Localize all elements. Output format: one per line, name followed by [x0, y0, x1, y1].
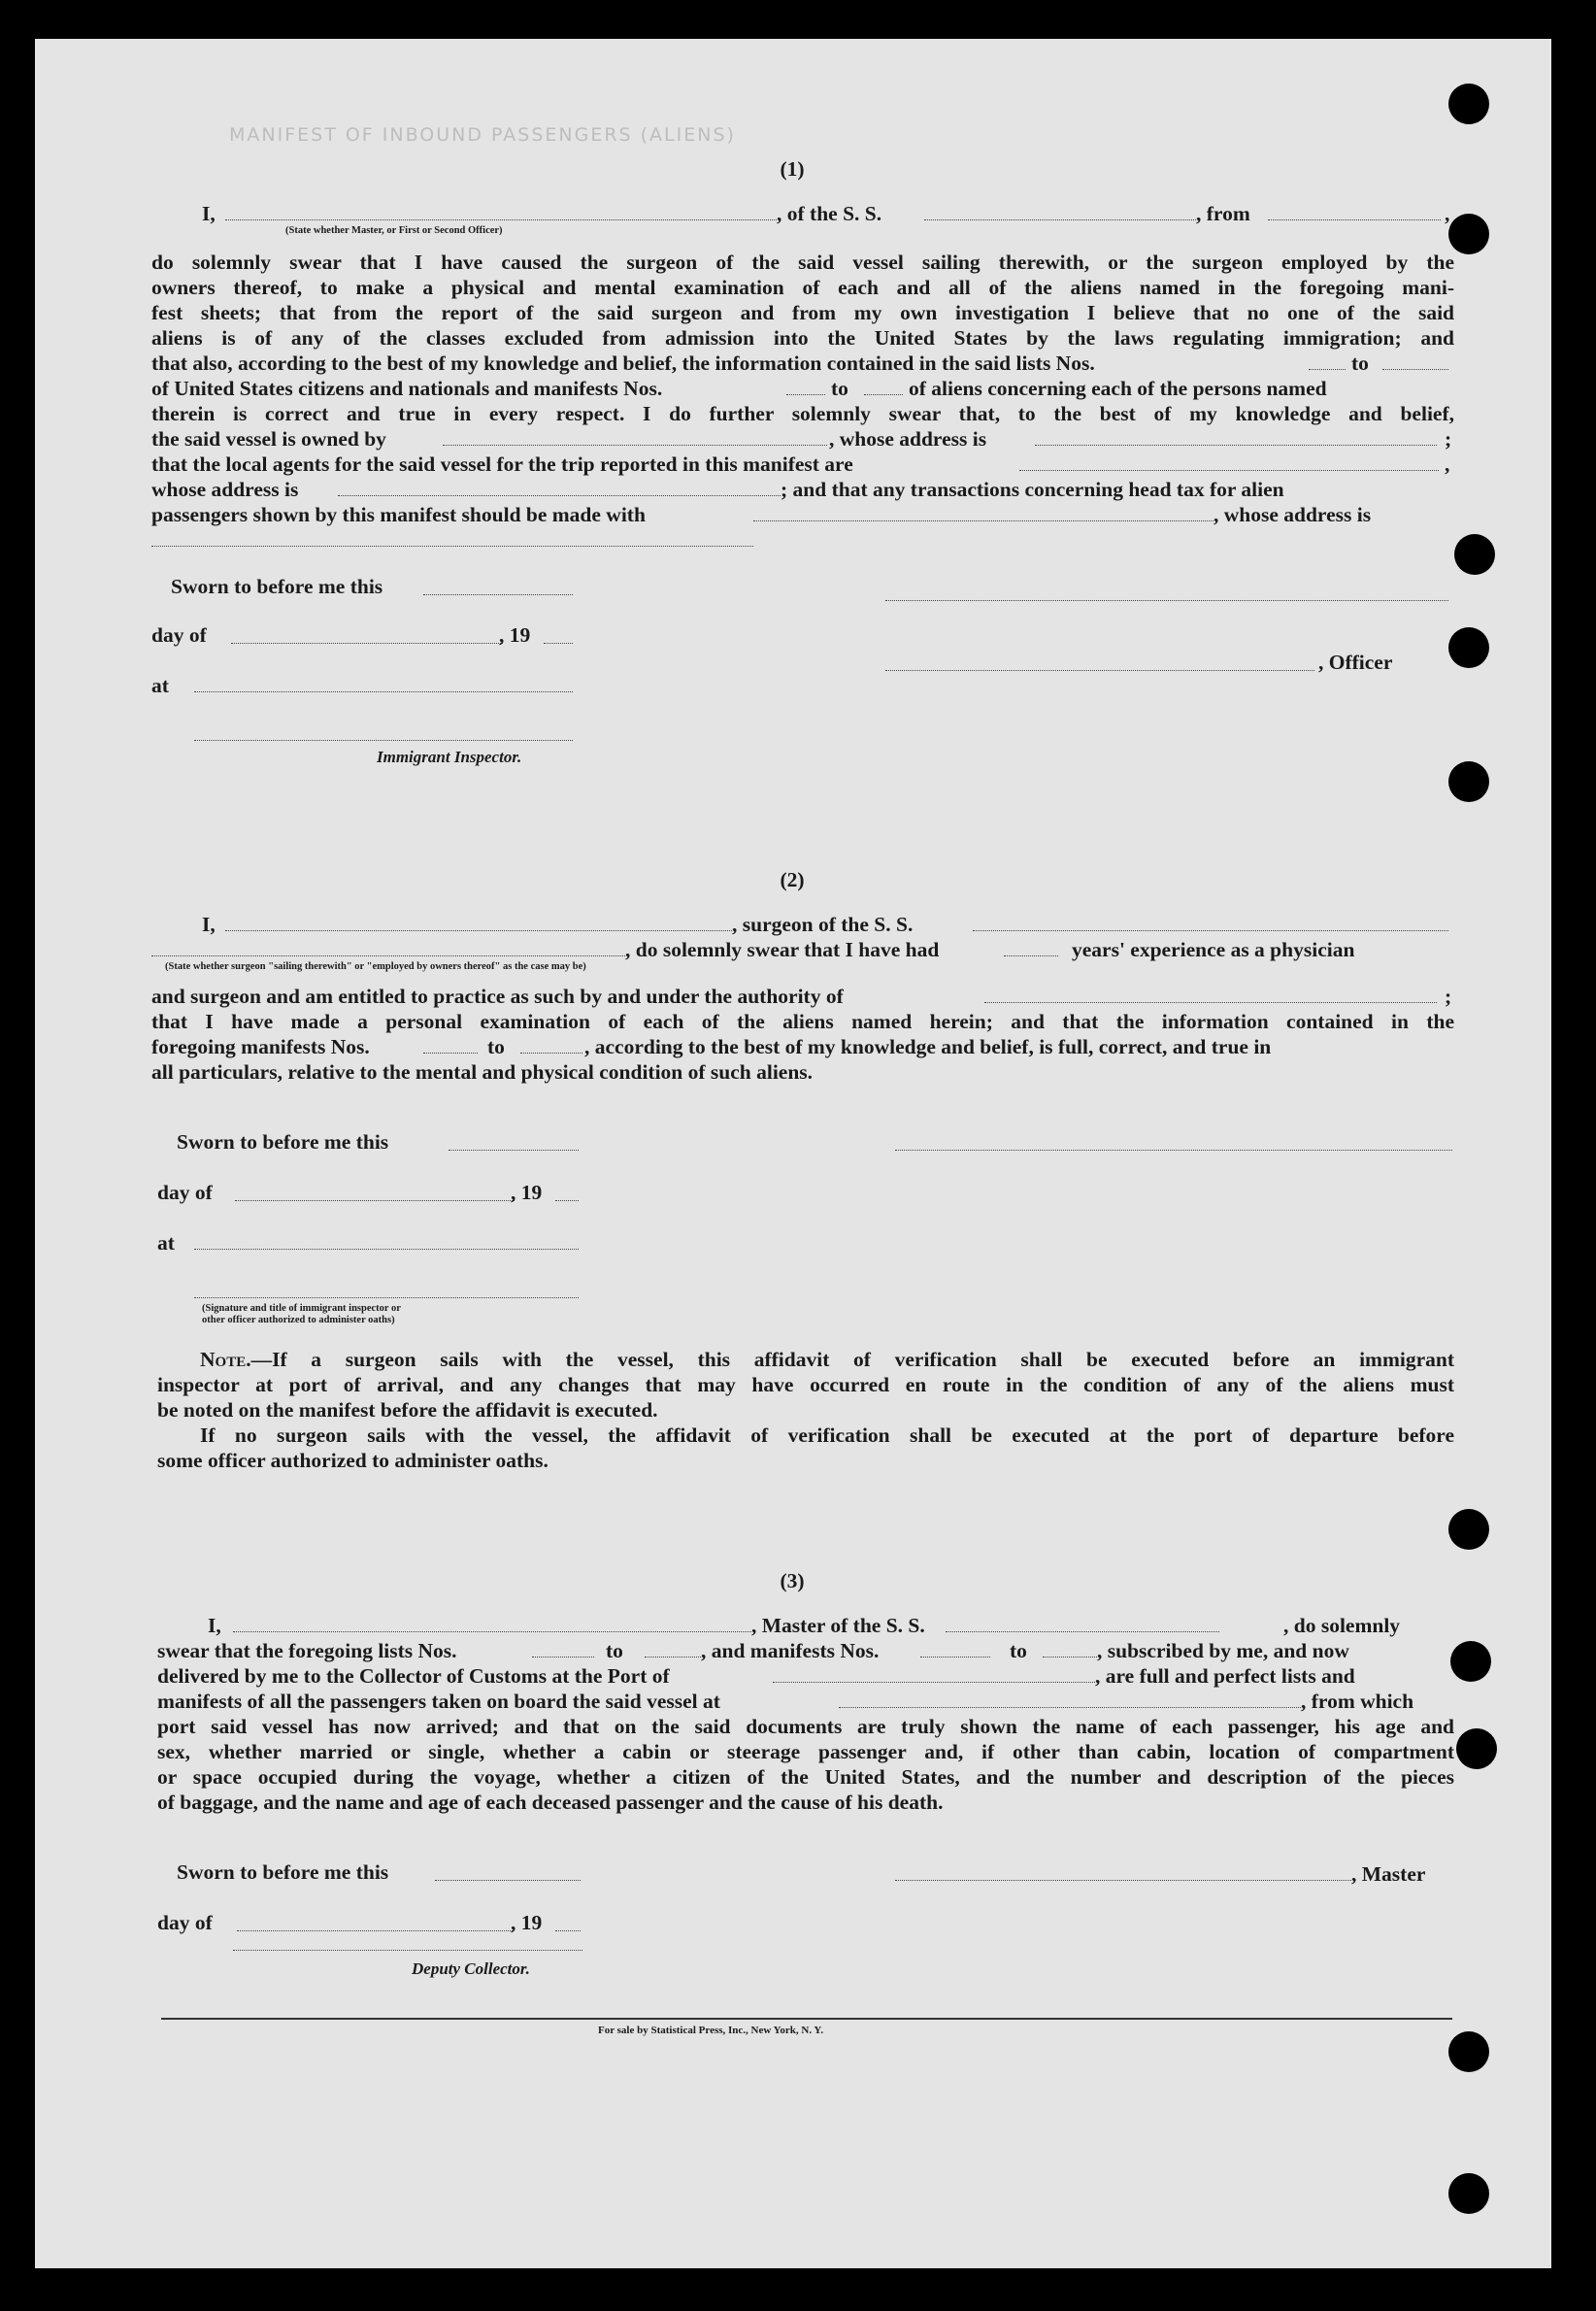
s1-local-agents: that the local agents for the said vessel for the trip reported in this manifest are	[151, 452, 853, 476]
s2-examination-line: that I have made a personal examination of each of the aliens named herein; and that the information contained in the	[151, 1010, 1454, 1033]
s1-paragraph-line-2: owners thereof, to make a physical and mental examination of each and all of the aliens named in the foregoing mani-	[151, 276, 1454, 299]
s1-ship-name-blank[interactable]	[924, 219, 1196, 220]
s1-lists-from-blank[interactable]	[1309, 369, 1346, 370]
s3-subscribed-text: , subscribed by me, and now	[1097, 1639, 1349, 1662]
s2-year-blank[interactable]	[555, 1200, 579, 1201]
s1-owner-address-label: , whose address is	[829, 427, 987, 451]
s3-ship-name-blank[interactable]	[946, 1631, 1219, 1632]
s2-note-line-1-text: —If a surgeon sails with the vessel, this affidavit of verification shall be executed before an immigrant	[250, 1348, 1454, 1371]
binder-hole	[1456, 1728, 1497, 1769]
s2-i-label: I,	[202, 913, 216, 936]
s1-owned-by: the said vessel is owned by	[151, 427, 386, 451]
s1-at-blank[interactable]	[194, 691, 573, 692]
s2-day-blank[interactable]	[235, 1200, 515, 1201]
footer-rule	[161, 2018, 1452, 2020]
s2-sworn-label: Sworn to before me this	[177, 1130, 389, 1154]
s3-lists-from-blank[interactable]	[532, 1657, 594, 1658]
binder-hole	[1448, 1509, 1489, 1550]
s1-whose-address: , whose address is	[1214, 503, 1372, 526]
binder-hole	[1448, 627, 1489, 668]
binder-hole	[1448, 2031, 1489, 2072]
s1-day-of-label: day of	[151, 623, 207, 647]
s1-comma: ,	[1445, 202, 1450, 225]
s2-semicolon: ;	[1445, 985, 1452, 1008]
s1-agents-blank[interactable]	[1019, 470, 1439, 471]
s1-officer-signature-blank-2[interactable]	[885, 670, 1314, 671]
s3-master-of-ss: , Master of the S. S.	[751, 1614, 925, 1637]
s2-note-label: Note.	[200, 1348, 251, 1371]
s2-years-text: years' experience as a physician	[1072, 938, 1355, 961]
s3-lists-text: swear that the foregoing lists Nos.	[157, 1639, 457, 1662]
s1-owner-blank[interactable]	[443, 445, 827, 446]
s3-do-solemnly: , do solemnly	[1283, 1614, 1401, 1637]
s2-foregoing-text: foregoing manifests Nos.	[151, 1035, 370, 1058]
s3-master-label: , Master	[1351, 1862, 1426, 1886]
s2-surgeon-status-blank[interactable]	[151, 955, 625, 956]
s2-day-of-label: day of	[157, 1181, 213, 1204]
section-2-number: (2)	[780, 868, 805, 891]
s2-foregoing-tail: , according to the best of my knowledge and belief, is full, correct, and true in	[584, 1035, 1272, 1058]
s1-at-label: at	[151, 674, 169, 697]
s3-sworn-blank[interactable]	[435, 1880, 581, 1881]
s1-agents-comma: ,	[1445, 452, 1450, 476]
s1-officer-label: , Officer	[1318, 651, 1393, 674]
binder-hole	[1448, 2173, 1489, 2214]
s1-from-blank[interactable]	[1268, 219, 1441, 220]
s1-head-tax-text: ; and that any transactions concerning head tax for alien	[781, 478, 1284, 501]
s1-lists-to-blank[interactable]	[1382, 369, 1448, 370]
s1-lists-to: to	[1351, 352, 1369, 375]
s1-agents-address-label: whose address is	[151, 478, 299, 501]
s2-note-line-4: If no surgeon sails with the vessel, the affidavit of verification shall be executed at the port of departure before	[200, 1423, 1454, 1447]
s2-status-note: (State whether surgeon "sailing therewith" or "employed by owners thereof" as the case may be)	[165, 961, 586, 972]
s3-lists-to-blank[interactable]	[645, 1657, 701, 1658]
s1-paragraph-line-1: do solemnly swear that I have caused the surgeon of the said vessel sailing therewith, or the surgeon employed by the	[151, 251, 1454, 274]
s3-manifests-from-blank[interactable]	[920, 1657, 990, 1658]
s3-master-signature-blank[interactable]	[895, 1880, 1351, 1881]
s2-signature-note-1: (Signature and title of immigrant inspector or	[202, 1303, 401, 1314]
s1-sworn-label: Sworn to before me this	[171, 575, 383, 598]
s3-year-label: , 19	[511, 1911, 543, 1934]
s1-day-blank[interactable]	[231, 643, 503, 644]
manifest-page	[35, 39, 1551, 2268]
s2-note-line-2: inspector at port of arrival, and any changes that may have occurred en route in the condition of any of the aliens must	[157, 1373, 1454, 1396]
section-1-number: (1)	[780, 157, 805, 181]
footer-printer: For sale by Statistical Press, Inc., New York, N. Y.	[598, 2025, 824, 2036]
s2-ship-name-blank[interactable]	[973, 930, 1448, 931]
s1-i-label: I,	[202, 202, 216, 225]
s3-manifests-all-text: manifests of all the passengers taken on board the said vessel at	[157, 1690, 720, 1713]
binder-hole	[1450, 1641, 1491, 1682]
s1-semicolon: ;	[1445, 427, 1452, 451]
s1-rank-note: (State whether Master, or First or Second Officer)	[285, 225, 503, 236]
s2-note-line-5: some officer authorized to administer oaths.	[157, 1449, 549, 1472]
s3-paragraph-line-5: port said vessel has now arrived; and that on the said documents are truly shown the name of each passenger, his age and	[157, 1715, 1454, 1738]
s1-whose-address-blank[interactable]	[151, 546, 753, 547]
s2-surgeon-name-blank[interactable]	[225, 930, 732, 931]
s1-sworn-blank[interactable]	[423, 594, 573, 595]
s1-passengers-text: passengers shown by this manifest should be made with	[151, 503, 646, 526]
s1-agents-address-blank[interactable]	[338, 495, 781, 496]
s2-manifest-to: to	[487, 1035, 505, 1058]
s1-manifests-to: to	[831, 377, 848, 400]
s3-master-name-blank[interactable]	[233, 1631, 751, 1632]
s3-manifests-text: , and manifests Nos.	[701, 1639, 880, 1662]
s1-manifests-from-blank[interactable]	[786, 394, 825, 395]
s2-authority-blank[interactable]	[984, 1002, 1437, 1003]
s2-at-blank[interactable]	[194, 1249, 579, 1250]
s3-paragraph-line-7: or space occupied during the voyage, whether a citizen of the United States, and the number and description of the pieces	[157, 1765, 1454, 1789]
s2-sworn-blank[interactable]	[449, 1150, 579, 1151]
s1-officer-rank-blank[interactable]	[225, 219, 777, 220]
section-3-number: (3)	[780, 1569, 805, 1592]
s3-port-blank[interactable]	[773, 1682, 1095, 1683]
s1-manifests-text: of United States citizens and nationals and manifests Nos.	[151, 377, 663, 400]
s1-paragraph-line-4: aliens is of any of the classes excluded from admission into the United States by the laws regulating immigration; and	[151, 326, 1454, 350]
binder-hole	[1454, 534, 1495, 575]
s1-manifests-to-blank[interactable]	[864, 394, 903, 395]
s3-boarding-port-blank[interactable]	[839, 1707, 1301, 1708]
binder-hole	[1448, 214, 1489, 254]
s1-paragraph-line-3: fest sheets; that from the report of the said surgeon and from my own investigation I believe that no one of the said	[151, 301, 1454, 324]
s3-deputy-signature-blank[interactable]	[233, 1950, 582, 1951]
s1-owner-address-blank[interactable]	[1035, 445, 1437, 446]
s2-at-label: at	[157, 1231, 175, 1255]
s2-note-line-3: be noted on the manifest before the affidavit is executed.	[157, 1398, 658, 1422]
s3-from-which: , from which	[1301, 1690, 1414, 1713]
s1-inspector-label: Immigrant Inspector.	[377, 748, 522, 766]
s1-inspector-signature-blank[interactable]	[194, 740, 573, 741]
s3-day-of-label: day of	[157, 1911, 213, 1934]
s2-manifest-from-blank[interactable]	[423, 1053, 478, 1054]
s3-manifests-to: to	[1010, 1639, 1027, 1662]
s3-paragraph-line-8: of baggage, and the name and age of each deceased passenger and the cause of his death.	[157, 1791, 944, 1814]
s3-i-label: I,	[208, 1614, 221, 1637]
s3-manifests-to-blank[interactable]	[1043, 1657, 1097, 1658]
s1-lists-text: that also, according to the best of my knowledge and belief, the information contained in the said lists Nos.	[151, 352, 1095, 375]
s2-manifest-to-blank[interactable]	[520, 1053, 582, 1054]
s3-full-perfect-text: , are full and perfect lists and	[1095, 1664, 1355, 1688]
s1-officer-signature-blank-1[interactable]	[885, 600, 1448, 601]
s2-authority-text: and surgeon and am entitled to practice as such by and under the authority of	[151, 985, 844, 1008]
header-ghost-text: MANIFEST OF INBOUND PASSENGERS (ALIENS)	[229, 124, 736, 146]
s1-head-tax-contact-blank[interactable]	[753, 520, 1214, 521]
s1-year-blank[interactable]	[544, 643, 573, 644]
s2-years-blank[interactable]	[1004, 955, 1058, 956]
s1-manifests-tail: of aliens concerning each of the persons named	[909, 377, 1327, 400]
s2-inspector-signature-blank[interactable]	[194, 1297, 579, 1298]
s3-paragraph-line-6: sex, whether married or single, whether a cabin or steerage passenger and, if other than cabin, location of compartment	[157, 1740, 1454, 1763]
s3-sworn-label: Sworn to before me this	[177, 1860, 389, 1884]
binder-hole	[1448, 761, 1489, 802]
s1-year-label: , 19	[499, 623, 531, 647]
s3-delivered-text: delivered by me to the Collector of Customs at the Port of	[157, 1664, 670, 1688]
s1-paragraph-line-8: therein is correct and true in every respect. I do further solemnly swear that, to the best of my knowledge and belief,	[151, 402, 1454, 425]
s1-of-ss-label: , of the S. S.	[777, 202, 882, 225]
s3-lists-to: to	[606, 1639, 623, 1662]
s2-particulars-line: all particulars, relative to the mental and physical condition of such aliens.	[151, 1060, 814, 1084]
s2-year-label: , 19	[511, 1181, 543, 1204]
s3-year-blank[interactable]	[555, 1930, 581, 1931]
binder-hole	[1448, 84, 1489, 124]
s3-day-blank[interactable]	[237, 1930, 513, 1931]
s2-swear-text: , do solemnly swear that I have had	[625, 938, 940, 961]
s2-surgeon-of-ss: , surgeon of the S. S.	[732, 913, 914, 936]
s3-deputy-label: Deputy Collector.	[412, 1959, 530, 1978]
s2-surgeon-signature-blank[interactable]	[895, 1150, 1452, 1151]
s2-signature-note-2: other officer authorized to administer oaths)	[202, 1315, 395, 1325]
s2-note-line-1	[200, 1348, 1454, 1371]
s1-from-label: , from	[1196, 202, 1250, 225]
